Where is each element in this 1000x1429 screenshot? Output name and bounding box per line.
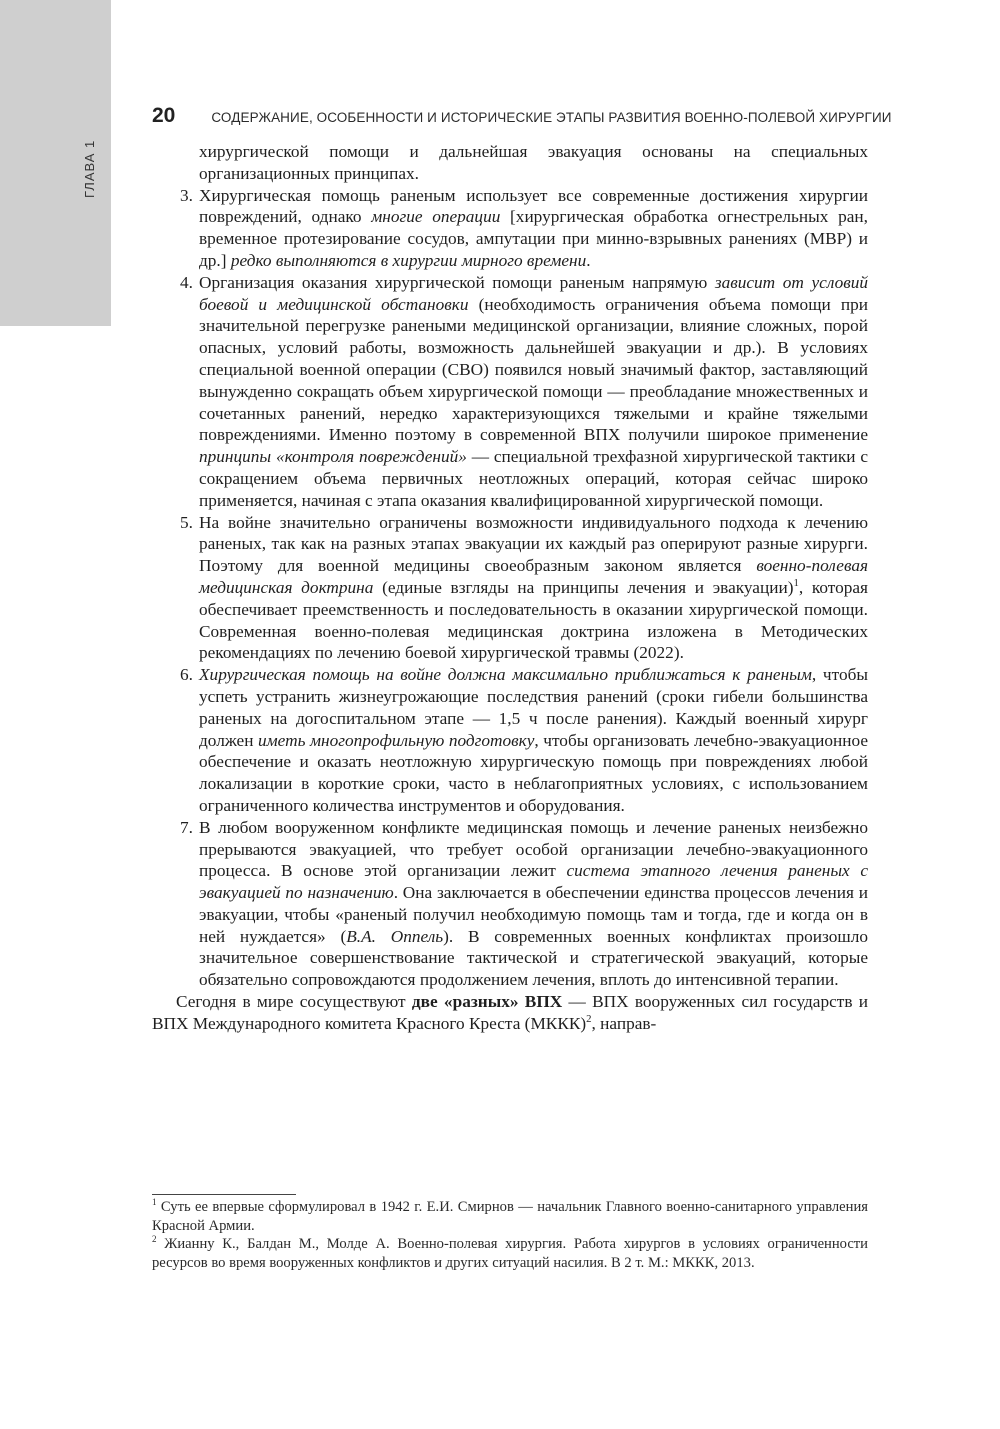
page-number: 20 [152,104,176,127]
footnote-2: $^2$ Жианну К., Балдан М., Молде А. Военно-полевая хирургия. Работа хирургов в условиях ограниченности ресурсов во время вооруженных конфликтов и других ситуаций насилия. В 2 т. М.: МККК, 2013. [152,1234,868,1271]
list-item-text: В любом вооруженном конфликте медицинская помощь и лечение раненых неизбежно прерываются эвакуацией, что требует особой организации лечебно-эвакуационного процесса. В основе этой организации лежит система этапного лечения раненых с эвакуацией по назначению. Она заключается в обеспечении единства процессов лечения и эвакуации, чтобы «раненый получил необходимую помощь там и тогда, где и когда он в ней нуждается» (В.А. Оппель). В современных военных конфликтах произошло значительное совершенствование тактической и стратегической эвакуаций, которые обязательно сопровождаются продолжением лечения, вплоть до интенсивной терапии. [199,817,869,990]
list-number: 3. [180,185,193,205]
list-item-3 [152,185,868,272]
list-item-7 [152,817,868,991]
list-number: 4. [180,272,193,292]
footnote-divider [152,1194,296,1195]
list-item-text: Хирургическая помощь на войне должна максимально приближаться к раненым, чтобы успеть устранить жизнеугрожающие последствия ранений (сроки гибели большинства раненых на догоспитальном этапе — 1,5 ч после ранения). Каждый военный хирург должен иметь многопрофильную подготовку, чтобы организовать лечебно-эвакуационное обеспечение и оказать неотложную хирургическую помощь при повреждениях любой локализации в короткие сроки, часто в неблагоприятных условиях, с использованием ограниченного количества инструментов и оборудования. [199,665,869,815]
chapter-side-tab [0,0,111,326]
footnote-1: $^1$ Суть ее впервые сформулировал в 1942 г. Е.И. Смирнов — начальник Главного военно-санитарного управления Красной Армии. [152,1197,868,1234]
chapter-label: ГЛАВА 1 [82,139,97,198]
running-title: СОДЕРЖАНИЕ, ОСОБЕННОСТИ И ИСТОРИЧЕСКИЕ ЭТАПЫ РАЗВИТИЯ ВОЕННО-ПОЛЕВОЙ ХИРУРГИИ [211,110,892,125]
list-number: 7. [180,817,193,837]
list-item-6 [152,664,868,817]
list-item-text: На войне значительно ограничены возможности индивидуального подхода к лечению раненых, так как на разных этапах эвакуации их каждый раз оперируют разные хирурги. Поэтому для военной медицины своеобразным законом является военно-полевая медицинская доктрина (единые взгляды на принципы лечения и эвакуации)$^1$, которая обеспечивает преемственность и последовательность в оказании хирургической помощи. Современная военно-полевая медицинская доктрина изложена в Методических рекомендациях по лечению боевой хирургической травмы (2022). [199,512,868,663]
footnote-ref-1[interactable]: 1 [793,577,799,590]
continuation-paragraph [152,141,868,185]
footnotes [152,1198,868,1272]
final-paragraph: Сегодня в мире сосуществуют две «разных» ВПХ — ВПХ вооруженных сил государств и ВПХ Международного комитета Красного Креста (МККК)$^2$, направ- [152,992,869,1033]
footnote-ref-2[interactable]: 2 [586,1013,592,1026]
main-text [152,141,868,1035]
list-number: 6. [180,665,193,685]
page-header [152,104,892,132]
list-number: 5. [180,512,193,532]
list-item-4 [152,272,868,512]
list-item-text: Организация оказания хирургической помощи раненым напрямую зависит от условий боевой и медицинской обстановки (необходимость ограничения объема помощи при значительной перегрузке ранеными медицинской организации, влияние сложных, порой опасных, условий работы, возможность дальнейшей эвакуации и др.). В условиях специальной военной операции (СВО) появился новый значимый фактор, заставляющий вынужденно сокращать объем хирургической помощи — преобладание множественных и сочетанных ранений, нередко характеризующихся тяжелыми и крайне тяжелыми повреждениями. Именно поэтому в современной ВПХ получили широкое применение принципы «контроля повреждений» — специальной трехфазной хирургической тактики с сокращением объема первичных неотложных операций, которая сейчас широко применяется, начиная с этапа оказания квалифицированной хирургической помощи. [199,272,869,510]
list-item-5 [152,512,868,665]
continuation-text: хирургической помощи и дальнейшая эвакуация основаны на специальных организационных принципах. [199,142,868,183]
list-item-text: Хирургическая помощь раненым использует все современные достижения хирургии повреждений, однако многие операции [хирургическая обработка огнестрельных ран, временное протезирование сосудов, ампутации при минно-взрывных ранениях (МВР) и др.] редко выполняются в хирургии мирного времени. [199,185,868,270]
